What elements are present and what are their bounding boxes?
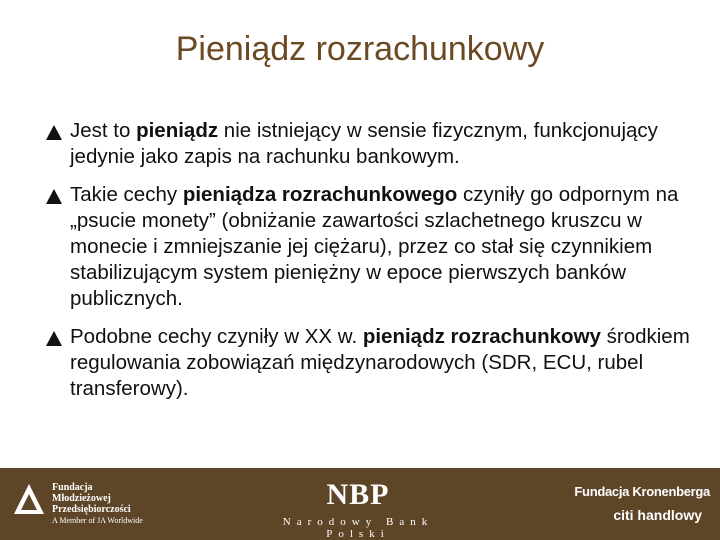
nbp-logo-text: NBP [326,478,390,511]
triangle-bullet-icon [46,331,62,346]
kronenberg-logo [570,484,710,523]
nbp-logo [258,478,458,540]
bullet-item [44,118,694,170]
fundacja-mlodziezowej-logo [52,482,143,526]
bullet-text: czyniły go odpornym na „psucie monety” (obniżanie zawartości szlachetnego kruszcu w monecie i zmniejszanie jej ciężaru), przez co stał się czynnikiem stabilizującym system pieniężny w epoce pierwszych banków publicznych. [70,183,679,310]
bullet-text: Podobne cechy czyniły w XX w. [70,325,363,348]
logo-line: Przedsiębiorczości [52,504,131,515]
page-title: Pieniądz rozrachunkowy [175,30,545,68]
logo-line: Młodzieżowej [52,493,111,504]
bullet-item [44,324,694,402]
triangle-bullet-icon [46,125,62,140]
bullet-text: nie istniejący w sensie fizycznym, funkcjonujący jedynie jako zapis na rachunku bankowym. [70,119,658,168]
bullet-text: środkiem regulowania zobowiązań międzynarodowych (SDR, ECU, rubel transferowy). [70,325,690,400]
bullet-item [44,182,694,312]
citi-handlowy-logo: citi handlowy [613,507,702,523]
logo-line: Fundacja [52,482,93,493]
triangle-bullet-icon [46,189,62,204]
fundacja-mlodziezowej-logo-icon [12,482,46,516]
bullet-text-bold: pieniądz [136,119,219,142]
bullet-list [44,118,694,414]
bullet-text-bold: pieniądza rozrachunkowego [182,183,458,206]
nbp-subtitle: Narodowy Bank Polski [282,516,434,540]
bullet-text: Takie cechy [70,183,183,206]
bullet-text: Jest to [70,119,137,142]
kronenberg-name: Fundacja Kronenberga [574,484,710,499]
logo-tagline: A Member of JA Worldwide [52,516,143,525]
bullet-text-bold: pieniądz rozrachunkowy [362,325,601,348]
footer-bar [0,468,720,540]
